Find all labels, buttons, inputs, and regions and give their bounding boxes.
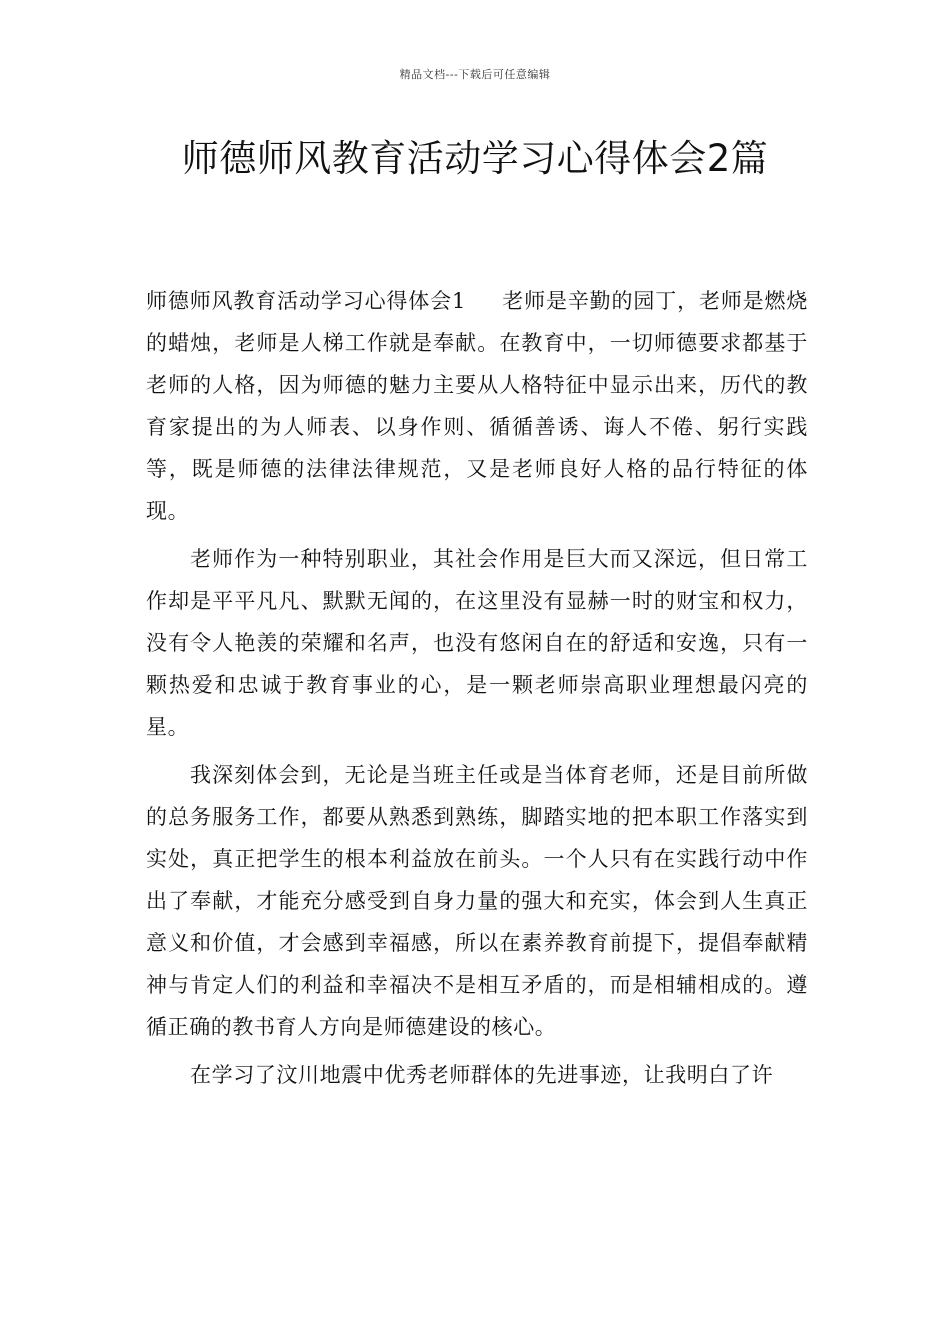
header-note: 精品文档---下载后可任意编辑 [399,68,551,81]
document-body [146,280,808,1102]
document-title: 师德师风教育活动学习心得体会2篇 [181,137,769,180]
paragraph-1-text: 老师是辛勤的园丁，老师是燃烧的蜡烛，老师是人梯工作就是奉献。在教育中，一切师德要求都基于老师的人格，因为师德的魅力主要从人格特征中显示出来，历代的教育家提出的为人师表、以身作则、循循善诱、诲人不倦、躬行实践等，既是师德的法律法律规范，又是老师良好人格的品行特征的体现。 [146,289,808,523]
paragraph-1 [146,280,808,532]
paragraph-1-lead: 师德师风教育活动学习心得体会1 [146,289,466,313]
paragraph-4: 在学习了汶川地震中优秀老师群体的先进事迹，让我明白了许 [190,1063,774,1087]
paragraph-3: 我深刻体会到，无论是当班主任或是当体育老师，还是目前所做的总务服务工作，都要从熟悉到熟练，脚踏实地的把本职工作落实到实处，真正把学生的根本利益放在前头。一个人只有在实践行动中作出了奉献，才能充分感受到自身力量的强大和充实，体会到人生真正意义和价值，才会感到幸福感，所以在素养教育前提下，提倡奉献精神与肯定人们的利益和幸福决不是相互矛盾的，而是相辅相成的。遵循正确的教书育人方向是师德建设的核心。 [146,763,808,1039]
paragraph-2: 老师作为一种特别职业，其社会作用是巨大而又深远，但日常工作却是平平凡凡、默默无闻的，在这里没有显赫一时的财宝和权力，没有令人艳羡的荣耀和名声，也没有悠闲自在的舒适和安逸，只有一颗热爱和忠诚于教育事业的心，是一颗老师崇高职业理想最闪亮的星。 [146,547,808,739]
